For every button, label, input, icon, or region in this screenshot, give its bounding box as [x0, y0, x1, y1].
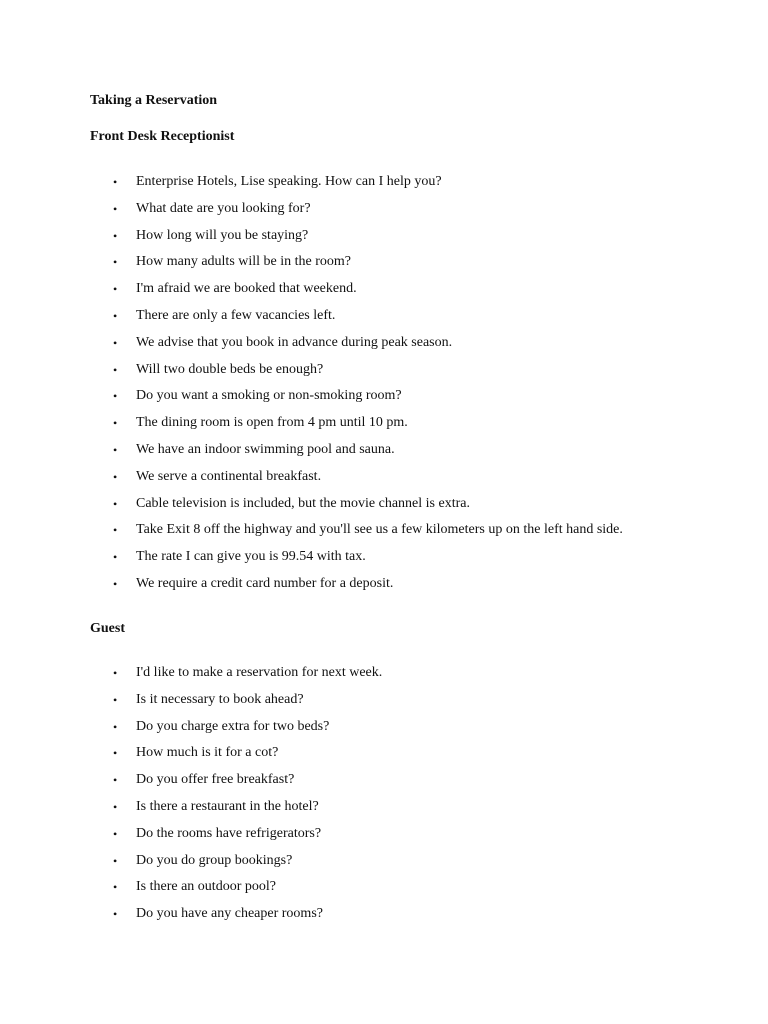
- bullet-icon: •: [113, 469, 118, 484]
- document-title: Taking a Reservation: [90, 93, 218, 108]
- bullet-icon: •: [113, 335, 118, 350]
- bullet-icon: •: [113, 826, 118, 841]
- bullet-icon: •: [113, 175, 118, 189]
- list-item-text: We serve a continental breakfast.: [136, 468, 322, 484]
- bullet-icon: •: [113, 719, 118, 734]
- bullet-icon: •: [113, 389, 118, 404]
- bullet-icon: •: [113, 907, 118, 922]
- list-item-text: Do the rooms have refrigerators?: [136, 825, 322, 841]
- bullet-icon: •: [113, 576, 118, 591]
- list-item-text: What date are you looking for?: [136, 200, 311, 216]
- list-item-text: Do you charge extra for two beds?: [136, 718, 330, 734]
- bullet-icon: •: [113, 228, 118, 243]
- bullet-icon: •: [113, 255, 118, 270]
- list-item-text: Take Exit 8 off the highway and you'll see us a few kilometers up on the left hand side.: [136, 522, 623, 538]
- section-heading-guest: Guest: [90, 621, 125, 636]
- list-item-text: Will two double beds be enough?: [136, 361, 324, 377]
- list-item-text: How long will you be staying?: [136, 227, 309, 243]
- list-item-text: We require a credit card number for a deposit.: [136, 575, 394, 591]
- section-heading-receptionist: Front Desk Receptionist: [90, 129, 235, 144]
- list-item-text: How much is it for a cot?: [136, 745, 279, 761]
- bullet-icon: •: [113, 362, 118, 377]
- bullet-icon: •: [113, 496, 118, 511]
- bullet-icon: •: [113, 416, 118, 431]
- bullet-icon: •: [113, 308, 118, 323]
- list-item-text: Do you want a smoking or non-smoking room?: [136, 388, 402, 404]
- bullet-icon: •: [113, 692, 118, 707]
- bullet-icon: •: [113, 550, 118, 565]
- bullet-icon: •: [113, 853, 118, 868]
- list-item-text: There are only a few vacancies left.: [136, 307, 336, 323]
- list-item-text: Do you do group bookings?: [136, 852, 293, 868]
- list-item-text: We have an indoor swimming pool and sauna.: [136, 441, 395, 457]
- bullet-icon: •: [113, 773, 118, 788]
- list-item-text: We advise that you book in advance during peak season.: [136, 334, 453, 350]
- bullet-icon: •: [113, 799, 118, 814]
- bullet-icon: •: [113, 523, 118, 538]
- list-item-text: Cable television is included, but the movie channel is extra.: [136, 495, 470, 511]
- bullet-icon: •: [113, 201, 118, 216]
- bullet-icon: •: [113, 282, 118, 297]
- list-item-text: The dining room is open from 4 pm until 10 pm.: [136, 415, 408, 431]
- list-item-text: Is there a restaurant in the hotel?: [136, 798, 319, 814]
- bullet-icon: •: [113, 746, 118, 761]
- list-item-text: I'd like to make a reservation for next week.: [136, 665, 383, 680]
- bullet-icon: •: [113, 442, 118, 457]
- list-item-text: Do you have any cheaper rooms?: [136, 906, 323, 922]
- list-item-text: Enterprise Hotels, Lise speaking. How can I help you?: [136, 174, 442, 189]
- list-item-text: Is it necessary to book ahead?: [136, 691, 304, 707]
- bullet-icon: •: [113, 666, 118, 680]
- list-item-text: Is there an outdoor pool?: [136, 879, 276, 895]
- list-item-text: Do you offer free breakfast?: [136, 772, 295, 788]
- list-item-text: How many adults will be in the room?: [136, 254, 352, 270]
- list-item-text: The rate I can give you is 99.54 with tax.: [136, 549, 366, 565]
- bullet-icon: •: [113, 880, 118, 895]
- list-item-text: I'm afraid we are booked that weekend.: [136, 281, 357, 297]
